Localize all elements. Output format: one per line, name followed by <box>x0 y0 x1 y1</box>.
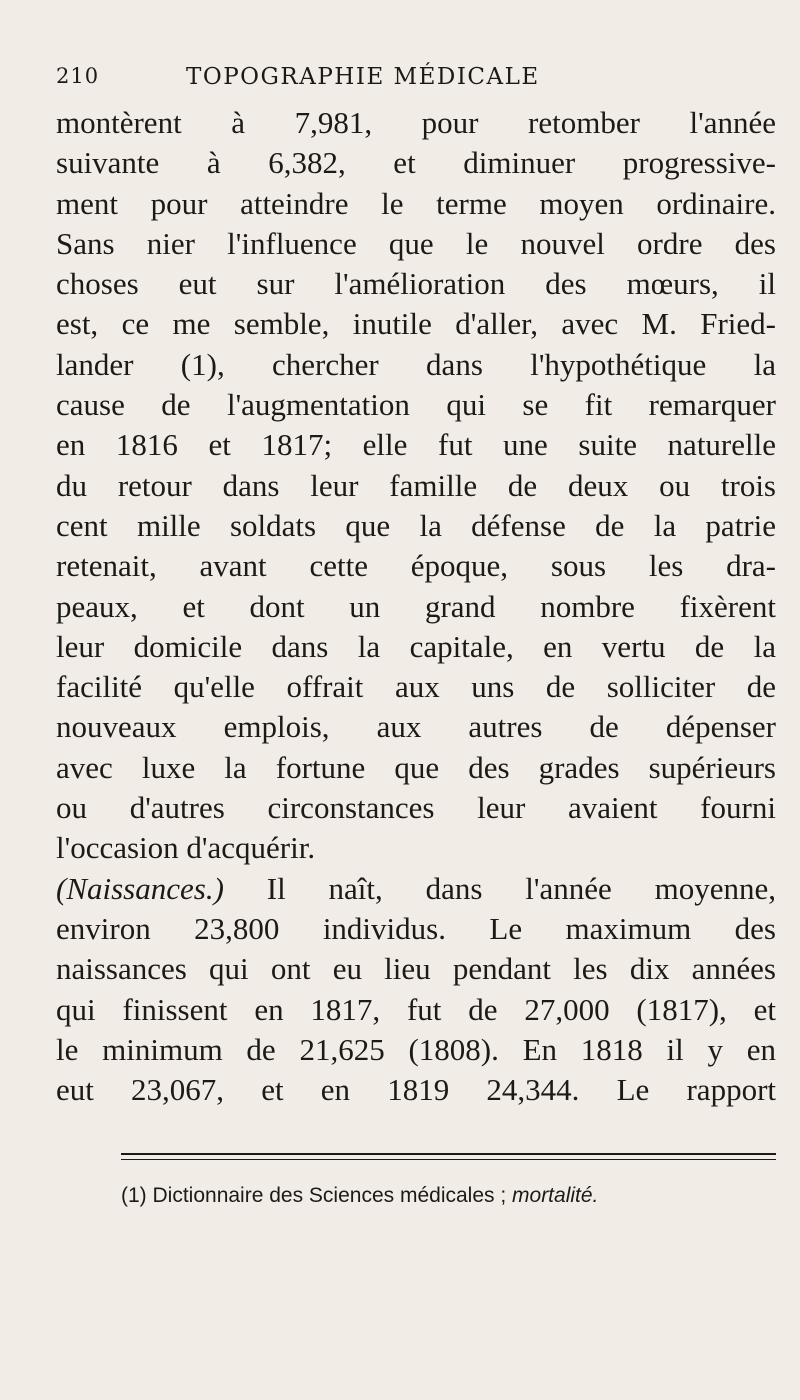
text-line: l'occasion d'acquérir. <box>56 830 316 866</box>
text-line: cause de l'augmentation qui se fit remarquer <box>56 387 776 423</box>
text-line: eut 23,067, et en 1819 24,344. Le rapport <box>56 1072 776 1108</box>
footnote-marker: (1) <box>121 1184 147 1207</box>
text-line: ment pour atteindre le terme moyen ordinaire. <box>56 185 776 221</box>
text-fragment: Il naît, dans l'année moyenne, <box>223 870 776 906</box>
text-line: montèrent à 7,981, pour retomber l'année <box>56 105 776 140</box>
text-line: nouveaux emplois, aux autres de dépenser <box>56 709 776 745</box>
text-line: peaux, et dont un grand nombre fixèrent <box>56 588 776 624</box>
footnote-italic: mortalité. <box>512 1184 599 1207</box>
text-line: lander (1), chercher dans l'hypothétique la <box>56 346 776 382</box>
body-text <box>56 103 776 1110</box>
footnote-rule <box>121 1153 776 1155</box>
text-line: qui finissent en 1817, fut de 27,000 (1817), et <box>56 991 776 1027</box>
text-line: ou d'autres circonstances leur avaient fourni <box>56 790 776 826</box>
text-line: en 1816 et 1817; elle fut une suite naturelle <box>56 427 776 463</box>
section-heading-naissances: (Naissances.) <box>56 870 224 906</box>
text-line: leur domicile dans la capitale, en vertu de la <box>56 628 776 664</box>
text-line: cent mille soldats que la défense de la patrie <box>56 507 776 543</box>
page-header <box>56 64 756 94</box>
text-line: du retour dans leur famille de deux ou trois <box>56 467 776 503</box>
text-line: suivante à 6,382, et diminuer progressive- <box>56 145 776 181</box>
footnote <box>121 1184 800 1208</box>
text-line: environ 23,800 individus. Le maximum des <box>56 910 776 946</box>
text-line: naissances qui ont eu lieu pendant les dix années <box>56 951 776 987</box>
text-line: est, ce me semble, inutile d'aller, avec M. Fried- <box>56 306 776 342</box>
text-line: choses eut sur l'amélioration des mœurs, il <box>56 266 776 302</box>
running-title: TOPOGRAPHIE MÉDICALE <box>186 64 540 90</box>
footnote-text: Dictionnaire des Sciences médicales ; <box>146 1184 513 1207</box>
text-line: retenait, avant cette époque, sous les dra- <box>56 548 776 584</box>
text-line: Sans nier l'influence que le nouvel ordre des <box>56 225 776 261</box>
page-number: 210 <box>56 64 100 88</box>
text-line: avec luxe la fortune que des grades supérieurs <box>56 749 776 785</box>
footnote-rule-thin <box>121 1159 776 1160</box>
text-line: facilité qu'elle offrait aux uns de solliciter de <box>56 669 776 705</box>
text-line: le minimum de 21,625 (1808). En 1818 il y en <box>56 1031 776 1067</box>
paragraph-first-line <box>56 869 776 909</box>
